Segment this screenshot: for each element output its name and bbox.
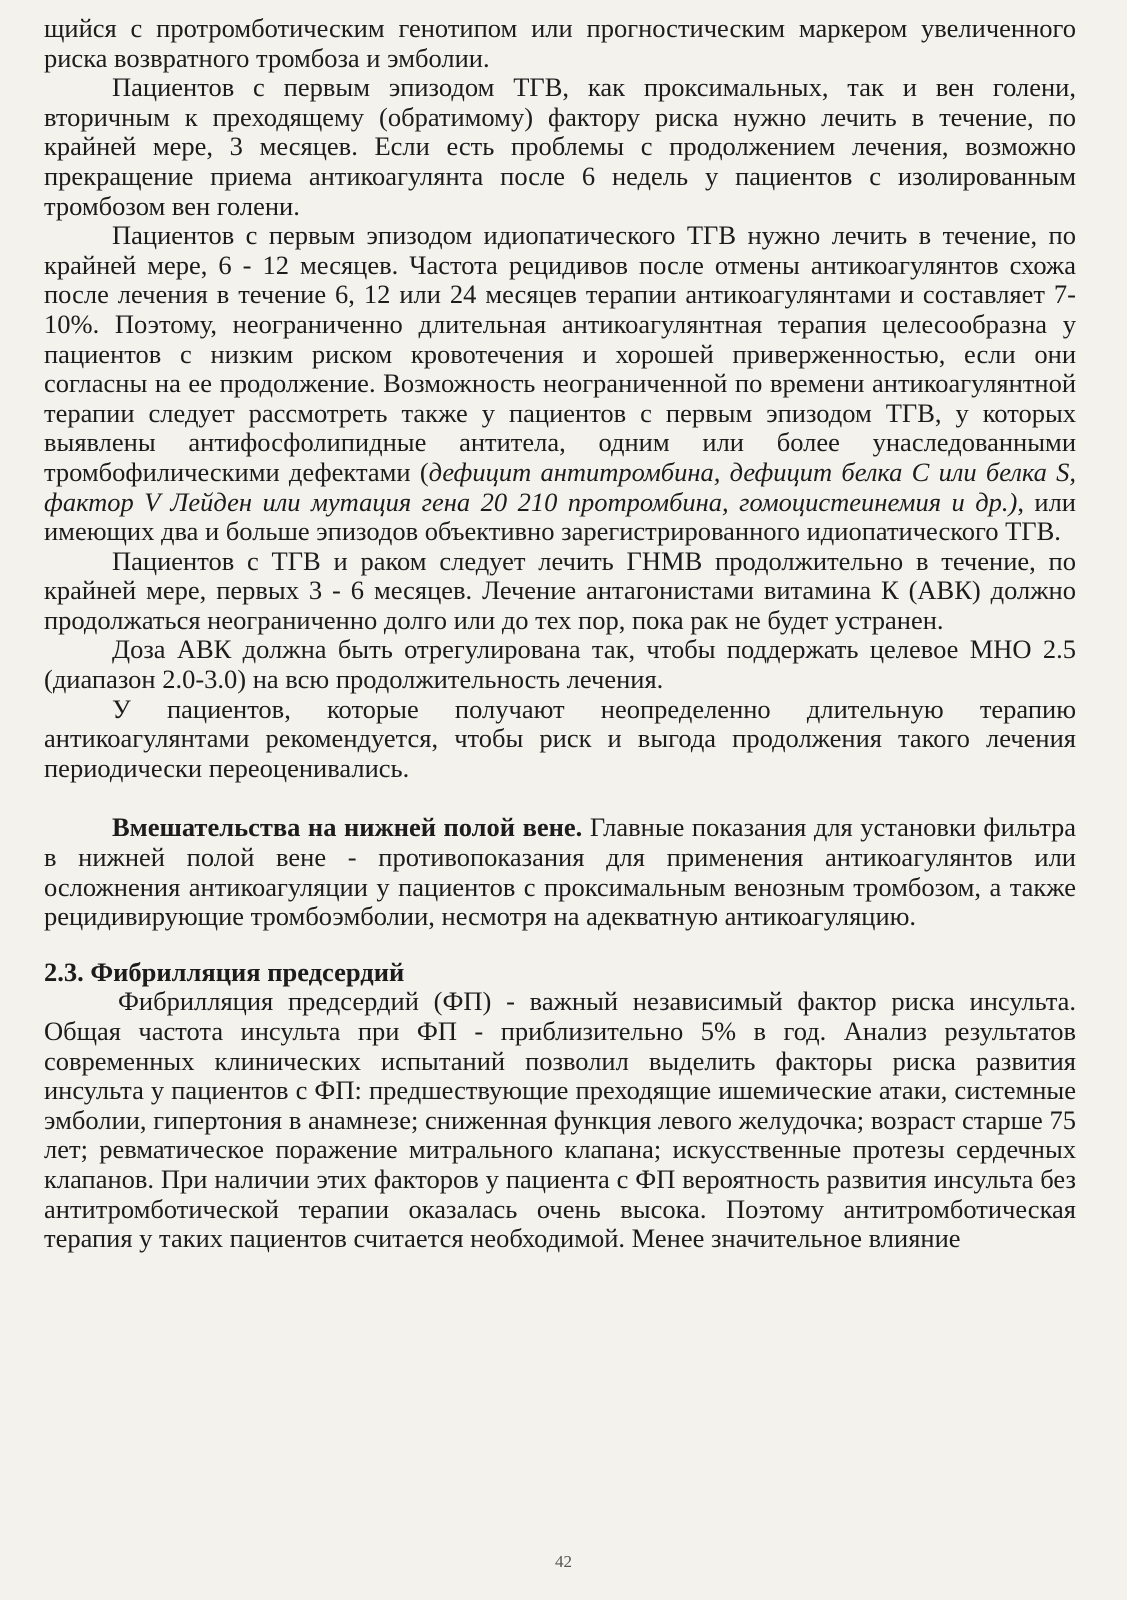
paragraph-1: щийся с протромботическим генотипом или прогностическим маркером увеличенного риска возвратного тромбоза и эмболии. — [44, 13, 1076, 73]
paragraph-5: Доза АВК должна быть отрегулирована так, чтобы поддержать целевое МНО 2.5 (диапазон 2.0-3.0) на всю продолжительность лечения. — [44, 634, 1076, 695]
body-text — [44, 14, 1076, 1254]
paragraph-7-heading: Вмешательства на нижней полой вене. — [112, 812, 583, 843]
paragraph-8: Фибрилляция предсердий (ФП) - важный независимый фактор риска инсульта. Общая частота инсульта при ФП - приблизительно 5% в год. Анализ результатов современных клинических испытаний позволил выделить факторы риска развития инсульта у пациентов с ФП: предшествующие преходящие ишемические атаки, системные эмболии, гипертония в анамнезе; сниженная функция левого желудочка; возраст старше 75 лет; ревматическое поражение митрального клапана; искусственные протезы сердечных клапанов. При наличии этих факторов у пациента с ФП вероятность развития инсульта без антитромботической терапии оказалась очень высока. Поэтому антитромботическая терапия у таких пациентов считается необходимой. Менее значительное влияние — [44, 986, 1076, 1254]
paragraph-3 — [44, 221, 1076, 547]
paragraph-2: Пациентов с первым эпизодом ТГВ, как проксимальных, так и вен голени, вторичным к преходящему (обратимому) фактору риска нужно лечить в течение, по крайней мере, 3 месяцев. Если есть проблемы с продолжением лечения, возможно прекращение приема антикоагулянта после 6 недель у пациентов с изолированным тромбозом вен голени. — [44, 72, 1076, 221]
paragraph-7 — [44, 813, 1076, 931]
spacer — [44, 783, 1076, 813]
document-page — [44, 14, 1076, 1534]
paragraph-4: Пациентов с ТГВ и раком следует лечить ГНМВ продолжительно в течение, по крайней мере, первых 3 - 6 месяцев. Лечение антагонистами витамина К (АВК) должно продолжаться неограниченно долго или до тех пор, пока рак не будет устранен. — [44, 545, 1076, 635]
paragraph-3-end: , или имеющих два и больше эпизодов объективно зарегистрированного идиопатического ТГВ. — [44, 486, 1076, 547]
paragraph-7-rest: Главные показания для установки фильтра в нижней полой вене - противопоказания для применения антикоагулянтов или осложнения антикоагуляции у пациентов с проксимальным венозным тромбозом, а также рецидивирующие тромбоэмболии, несмотря на адекватную антикоагуляцию. — [44, 812, 1077, 932]
page-number: 42 — [555, 1552, 572, 1571]
paragraph-3-italic: дефицит антитромбина, дефицит белка C или белка S, фактор V Лейден или мутация гена 20 210 протромбина, гомоцистеинемия и др.) — [44, 456, 1076, 517]
paragraph-3-start: Пациентов с первым эпизодом идиопатического ТГВ нужно лечить в течение, по крайней мере, 6 - 12 месяцев. Частота рецидивов после отмены антикоагулянтов схожа после лечения в течение 6, 12 или 24 месяцев терапии антикоагулянтами и составляет 7-10%. Поэтому, неограниченно длительная антикоагулянтная терапия целесообразна у пациентов с низким риском кровотечения и хорошей приверженностью, если они согласны на ее продолжение. Возможность неограниченной по времени антикоагулянтной терапии следует рассмотреть также у пациентов с первым эпизодом ТГВ, у которых выявлены антифосфолипидные антитела, одним или более унаследованными тромбофилическими дефектами ( — [44, 220, 1076, 487]
section-heading: 2.3. Фибрилляция предсердий — [44, 956, 405, 987]
paragraph-6: У пациентов, которые получают неопределенно длительную терапию антикоагулянтами рекомендуется, чтобы риск и выгода продолжения такого лечения периодически переоценивались. — [44, 693, 1076, 783]
spacer — [44, 932, 1076, 958]
